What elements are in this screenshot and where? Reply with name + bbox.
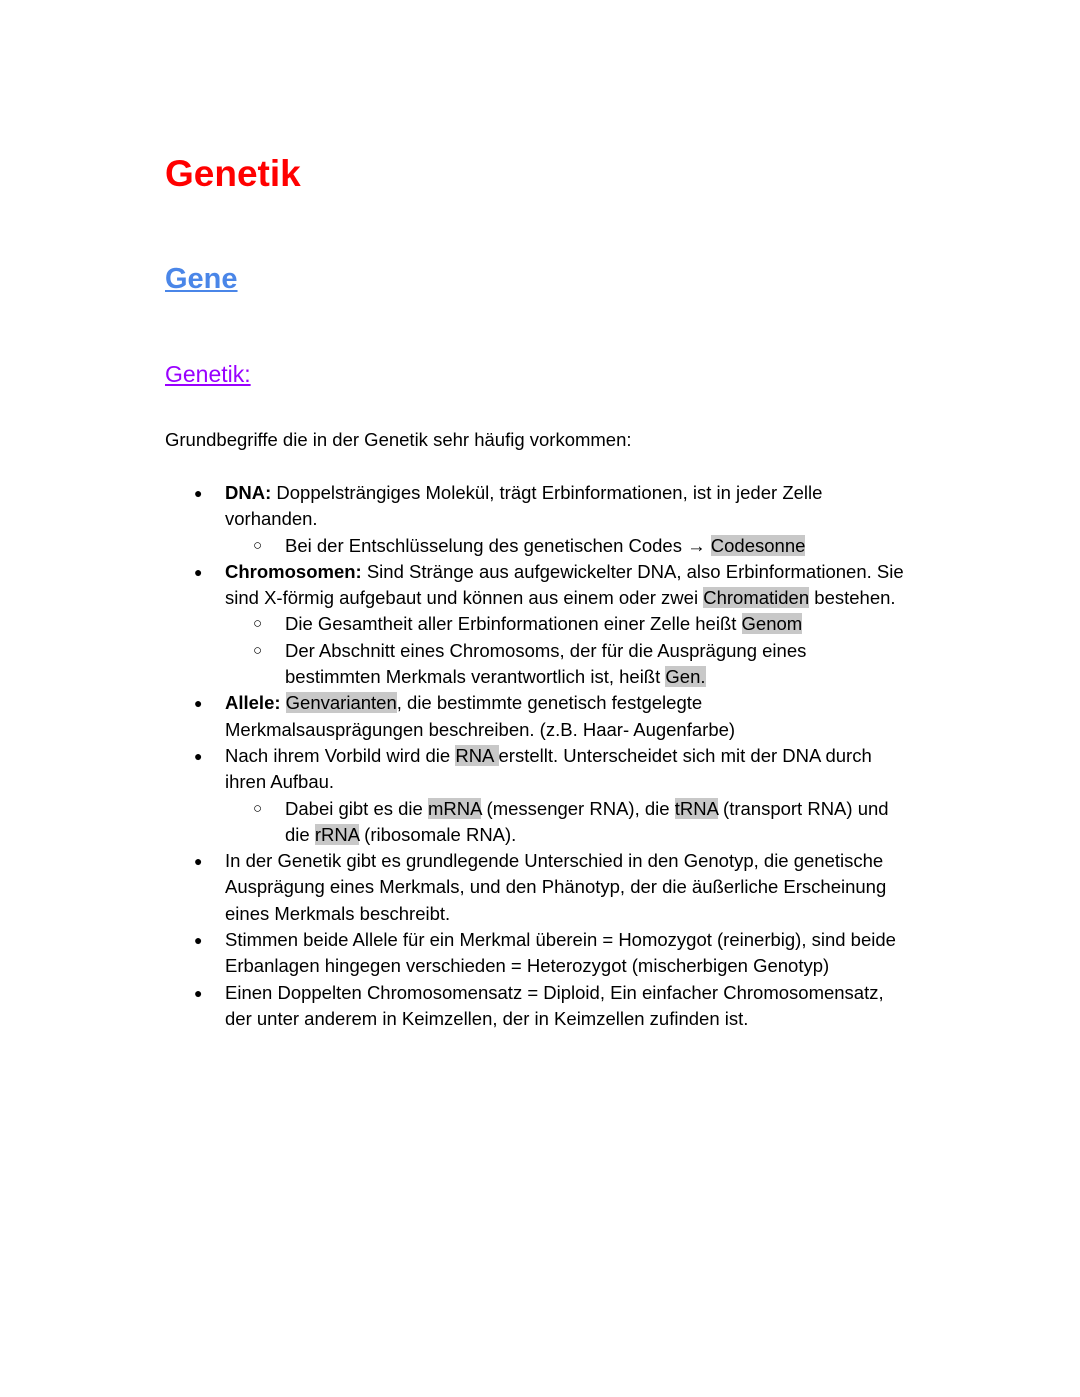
term-text: Nach ihrem Vorbild wird die: [225, 744, 456, 766]
list-item-rna: [165, 743, 905, 848]
list-item-genotyp: [165, 848, 905, 927]
page-title: Genetik: [165, 153, 301, 194]
term-text: Sind Stränge aus aufgewickelter DNA, also Erbinformationen. Sie sind X-förmig aufgebaut und können aus einem oder zwei: [225, 560, 904, 609]
sub-item-text: (ribosomale RNA).: [359, 823, 517, 845]
sub-item-text: (messenger RNA), die: [481, 797, 675, 819]
list-item-chromosomen: [165, 559, 905, 690]
sub-list: [225, 611, 905, 690]
term-label: DNA:: [225, 482, 272, 503]
term-label: Chromosomen:: [225, 560, 362, 582]
sub-item-text: Dabei gibt es die: [285, 797, 428, 819]
highlighted-term: Genvarianten: [285, 692, 397, 714]
sub-list-item: [225, 796, 905, 849]
sub-list-item: [225, 638, 905, 691]
sub-item-text: Bei der Entschlüsselung des genetischen Codes →: [285, 534, 711, 556]
term-list: [165, 480, 905, 1032]
term-text: , die bestimmte genetisch festgelegte Merkmalsausprägungen beschreiben. (z.B. Haar- Augenfarbe): [225, 692, 736, 740]
list-item-diploid: [165, 980, 905, 1033]
sub-item-text: Die Gesamtheit aller Erbinformationen einer Zelle heißt: [285, 613, 742, 635]
sub-item-text: Der Abschnitt eines Chromosoms, der für die Ausprägung eines bestimmten Merkmals verantwortlich ist, heißt: [285, 639, 807, 688]
intro-paragraph: Grundbegriffe die in der Genetik sehr häufig vorkommen:: [165, 429, 632, 450]
highlighted-term: Gen.: [665, 666, 706, 688]
highlighted-term: tRNA: [674, 797, 718, 819]
highlighted-term: RNA: [455, 744, 499, 766]
sub-list-item: [225, 533, 905, 559]
term-label: Allele:: [225, 692, 281, 714]
term-text: In der Genetik gibt es grundlegende Unterschied in den Genotyp, die genetische Ausprägung eines Merkmals, und den Phänotyp, der die äußerliche Erscheinung eines Merkmals beschreibt.: [225, 850, 887, 924]
term-text: erstellt. Unterscheidet sich mit der DNA durch ihren Aufbau.: [225, 744, 872, 793]
highlighted-term: Chromatiden: [703, 587, 810, 609]
sub-item-text: (transport RNA) und die: [285, 797, 889, 845]
section-heading: Gene: [165, 263, 238, 295]
sub-list: [225, 796, 905, 849]
list-item-homozygot: [165, 927, 905, 980]
term-text: bestehen.: [809, 587, 896, 609]
term-text: Doppelsträngiges Molekül, trägt Erbinformationen, ist in jeder Zelle vorhanden.: [225, 482, 823, 530]
document-page: [165, 150, 905, 1032]
term-text: Stimmen beide Allele für ein Merkmal überein = Homozygot (reinerbig), sind beide Erbanlagen hingegen verschieden = Heterozygot (mischerbigen Genotyp): [225, 929, 896, 977]
highlighted-term: Codesonne: [710, 534, 806, 556]
sub-list: [225, 533, 905, 559]
term-text: Einen Doppelten Chromosomensatz = Diploid, Ein einfacher Chromosomensatz, der unter anderem in Keimzellen, der in Keimzellen zufinden ist.: [225, 981, 884, 1029]
highlighted-term: rRNA: [314, 823, 360, 845]
subsection-heading: Genetik:: [165, 361, 251, 387]
list-item-allele: [165, 690, 905, 743]
highlighted-term: Genom: [741, 613, 803, 635]
sub-list-item: [225, 611, 905, 637]
list-item-dna: [165, 480, 905, 559]
highlighted-term: mRNA: [427, 797, 482, 819]
